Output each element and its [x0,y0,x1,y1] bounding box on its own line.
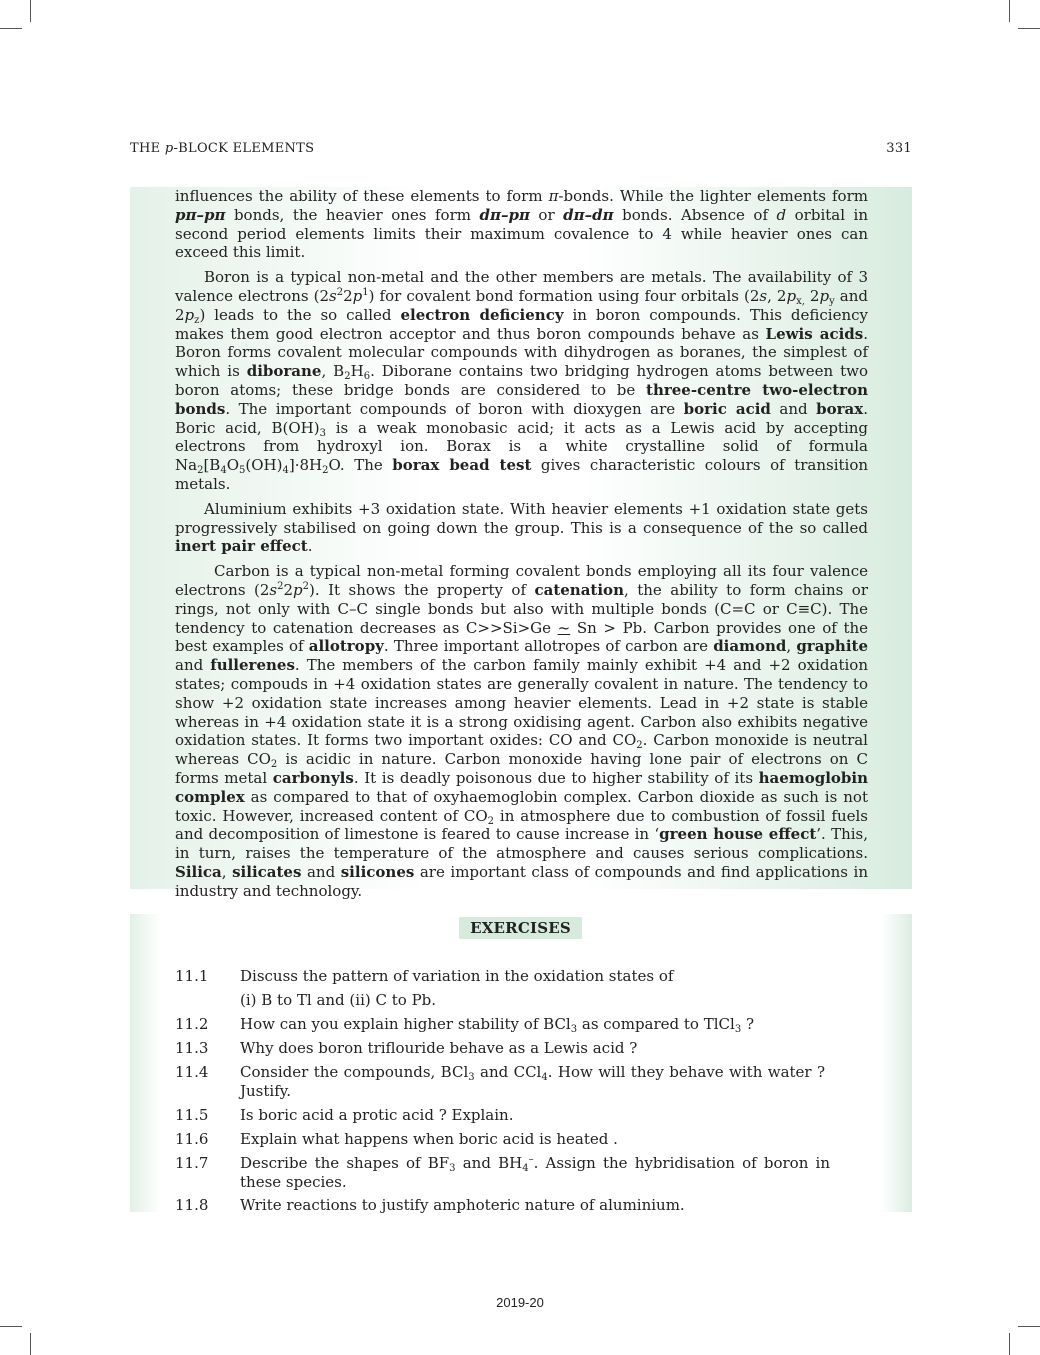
chapter-title: THE p-BLOCK ELEMENTS [130,141,315,156]
crop-mark [0,28,22,29]
exercise-item: 11.8 Write reactions to justify amphoteric nature of aluminium. [175,1196,685,1214]
page-number: 331 [886,141,912,156]
summary-paragraph: Boron is a typical non-metal and the other members are metals. The availability of 3 valence electrons $(2s^22p^1)$ for covalent bond formation using four orbitals (2s, $2p_{x,}$ $2p_y$ and $2p_z$) leads to the so called electron deficiency in boron compounds. This deficiency makes them good electron acceptor and thus boron compounds behave as Lewis acids. Boron forms covalent molecular compounds with dihydrogen as boranes, the simplest of which is diborane, $B_2H_6$. Diborane contains two bridging hydrogen atoms between two boron atoms; these bridge bonds are considered to be three-centre two-electron bonds. The important compounds of boron with dioxygen are boric acid and borax. Boric acid, $B(OH)_3$ is a weak monobasic acid; it acts as a Lewis acid by accepting electrons from hydroxyl ion. Borax is a white crystalline solid of formula $Na_2[B_4O_5(OH)_4]\cdot 8H_2O$. The borax bead test gives characteristic colours of transition metals. [175,268,869,493]
summary-box [130,187,912,900]
exercise-item: 11.1 Discuss the pattern of variation in the oxidation states of (i) B to Tl and (ii) C to Pb. [175,967,674,1009]
crop-mark [1018,1326,1040,1327]
summary-paragraph: Carbon is a typical non-metal forming covalent bonds employing all its four valence electrons $(2s^22p^2)$. It shows the property of catenation, the ability to form chains or rings, not only with C–C single bonds but also with multiple bonds (C=C or C≡C). The tendency to catenation decreases as C>>Si>Ge ~ Sn > Pb. Carbon provides one of the best examples of allotropy. Three important allotropes of carbon are diamond, graphite and fullerenes. The members of the carbon family mainly exhibit +4 and +2 oxidation states; compouds in +4 oxidation states are generally covalent in nature. The tendency to show +2 oxidation state increases among heavier elements. Lead in +2 state is stable whereas in +4 oxidation state it is a strong oxidising agent. Carbon also exhibits negative oxidation states. It forms two important oxides: CO and $CO_2$. Carbon monoxide is neutral whereas $CO_2$ is acidic in nature. Carbon monoxide having lone pair of electrons on C forms metal carbonyls. It is deadly poisonous due to higher stability of its haemoglobin complex as compared to that of oxyhaemoglobin complex. Carbon dioxide as such is not toxic. However, increased content of $CO_2$ in atmosphere due to combustion of fossil fuels and decomposition of limestone is feared to cause increase in ‘green house effect’. This, in turn, raises the temperature of the atmosphere and causes serious complications. Silica, silicates and silicones are important class of compounds and find applications in industry and technology. [175,562,869,900]
exercises-title: EXERCISES [459,917,582,939]
crop-mark [30,1333,31,1355]
footer-year: 2019-20 [496,1295,544,1310]
exercise-item: 11.4 Consider the compounds, BCl$_3$ and CCl$_4$. How will they behave with water ? Justify. [175,1063,826,1100]
exercise-item: 11.2 How can you explain higher stability of BCl$_3$ as compared to TlCl$_3$ ? [175,1015,754,1035]
crop-mark [1009,0,1010,22]
summary-paragraph: influences the ability of these elements to form π-bonds. While the lighter elements form pπ–pπ bonds, the heavier ones form dπ–pπ or dπ–dπ bonds. Absence of d orbital in second period elements limits their maximum covalence to 4 while heavier ones can exceed this limit. [175,187,868,262]
running-header [130,141,912,156]
exercise-item: 11.5 Is boric acid a protic acid ? Explain. [175,1106,514,1124]
exercise-item: 11.3 Why does boron triflouride behave as a Lewis acid ? [175,1039,638,1057]
crop-mark [1009,1333,1010,1355]
exercise-item: 11.7 Describe the shapes of $BF_3$ and $BH_4^-$. Assign the hybridisation of boron in these species. [175,1154,830,1191]
crop-mark [0,1326,22,1327]
summary-paragraph: Aluminium exhibits +3 oxidation state. With heavier elements +1 oxidation state gets progressively stabilised on going down the group. This is a consequence of the so called inert pair effect. [175,499,868,556]
crop-mark [1018,28,1040,29]
exercise-item: 11.6 Explain what happens when boric acid is heated . [175,1130,618,1148]
crop-mark [30,0,31,22]
